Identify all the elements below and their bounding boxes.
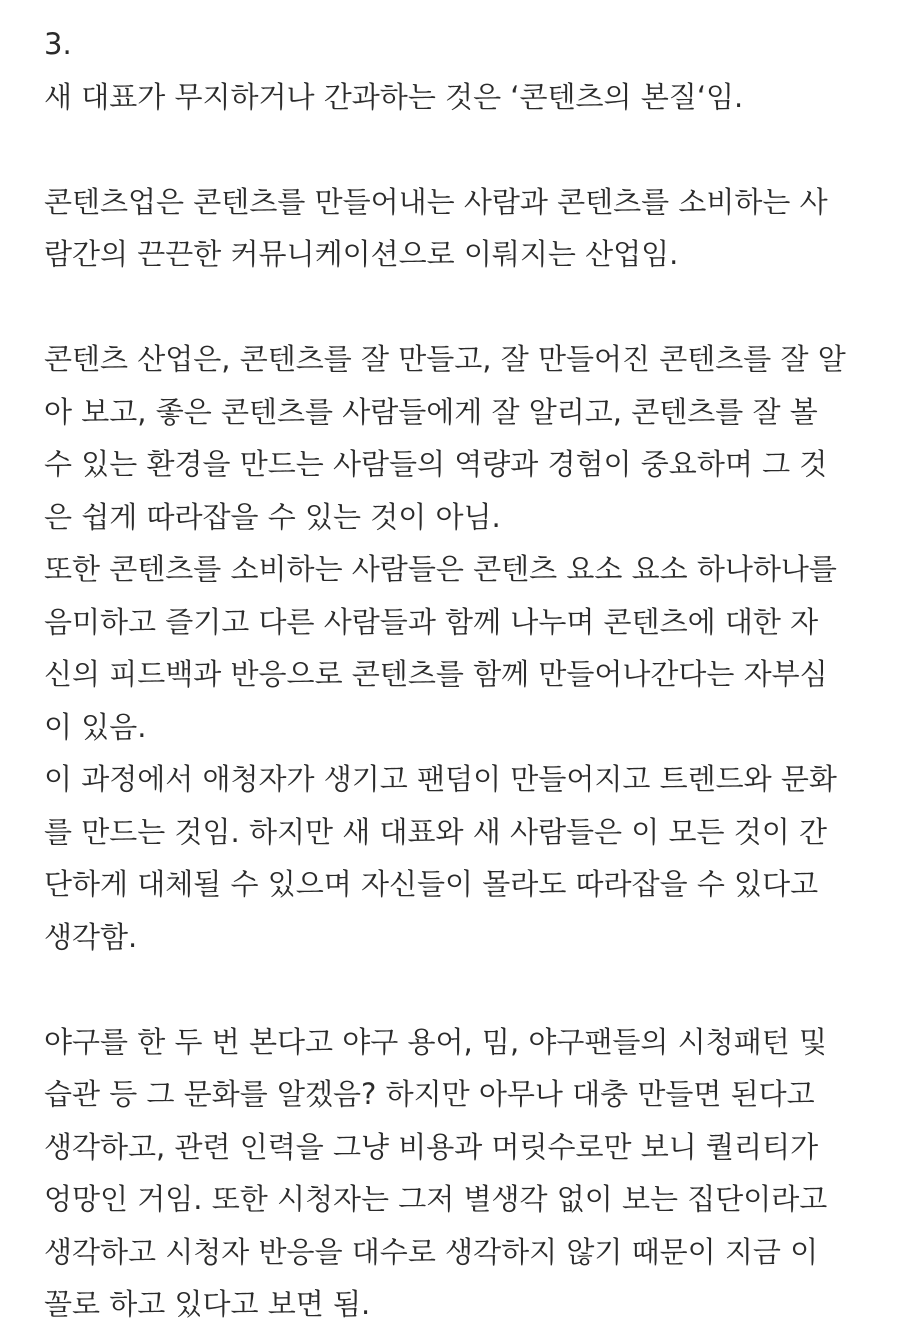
text-line: 수 있는 환경을 만드는 사람들의 역량과 경험이 중요하며 그 것: [44, 447, 828, 481]
text-line: 은 쉽게 따라잡을 수 있는 것이 아님.: [44, 499, 501, 534]
text-line: 단하게 대체될 수 있으며 자신들이 몰라도 따라잡을 수 있다고: [44, 867, 819, 901]
article-body: [44, 18, 874, 1331]
paragraph-gap: [44, 123, 874, 176]
text-line: 생각하고, 관련 인력을 그냥 비용과 머릿수로만 보니 퀄리티가: [44, 1129, 819, 1164]
text-line: 또한 콘텐츠를 소비하는 사람들은 콘텐츠 요소 요소 하나하나를: [44, 552, 837, 586]
text-line: 아 보고, 좋은 콘텐츠를 사람들에게 잘 알리고, 콘텐츠를 잘 볼: [44, 394, 818, 429]
paragraph-gap: [44, 963, 874, 1016]
text-line: 생각함.: [44, 919, 138, 954]
text-line: 콘텐츠업은 콘텐츠를 만들어내는 사람과 콘텐츠를 소비하는 사: [44, 184, 828, 219]
text-line: 를 만드는 것임. 하지만 새 대표와 새 사람들은 이 모든 것이 간: [44, 814, 827, 849]
text-line: 신의 피드백과 반응으로 콘텐츠를 함께 만들어나간다는 자부심: [44, 657, 828, 691]
text-line: 꼴로 하고 있다고 보면 됨.: [44, 1287, 371, 1321]
text-line: 엉망인 거임. 또한 시청자는 그저 별생각 없이 보는 집단이라고: [44, 1182, 828, 1216]
text-line: 이 과정에서 애청자가 생기고 팬덤이 만들어지고 트렌드와 문화: [44, 762, 837, 796]
text-line: 새 대표가 무지하거나 간과하는 것은 ‘콘텐츠의 본질‘임.: [44, 79, 744, 114]
paragraph-intro: [44, 18, 874, 123]
paragraph-definition: [44, 176, 874, 281]
text-line: 습관 등 그 문화를 알겠음? 하지만 아무나 대충 만들면 된다고: [44, 1077, 815, 1111]
paragraph-industry: [44, 333, 874, 963]
text-line: 야구를 한 두 번 본다고 야구 용어, 밈, 야구팬들의 시청패턴 및: [44, 1024, 827, 1059]
section-number: 3.: [44, 27, 72, 61]
text-line: 이 있음.: [44, 709, 147, 744]
paragraph-gap: [44, 281, 874, 334]
text-line: 람간의 끈끈한 커뮤니케이션으로 이뤄지는 산업임.: [44, 237, 679, 271]
paragraph-baseball: [44, 1016, 874, 1331]
text-line: 콘텐츠 산업은, 콘텐츠를 잘 만들고, 잘 만들어진 콘텐츠를 잘 알: [44, 342, 846, 376]
text-line: 음미하고 즐기고 다른 사람들과 함께 나누며 콘텐츠에 대한 자: [44, 604, 819, 639]
text-line: 생각하고 시청자 반응을 대수로 생각하지 않기 때문이 지금 이: [44, 1234, 819, 1269]
